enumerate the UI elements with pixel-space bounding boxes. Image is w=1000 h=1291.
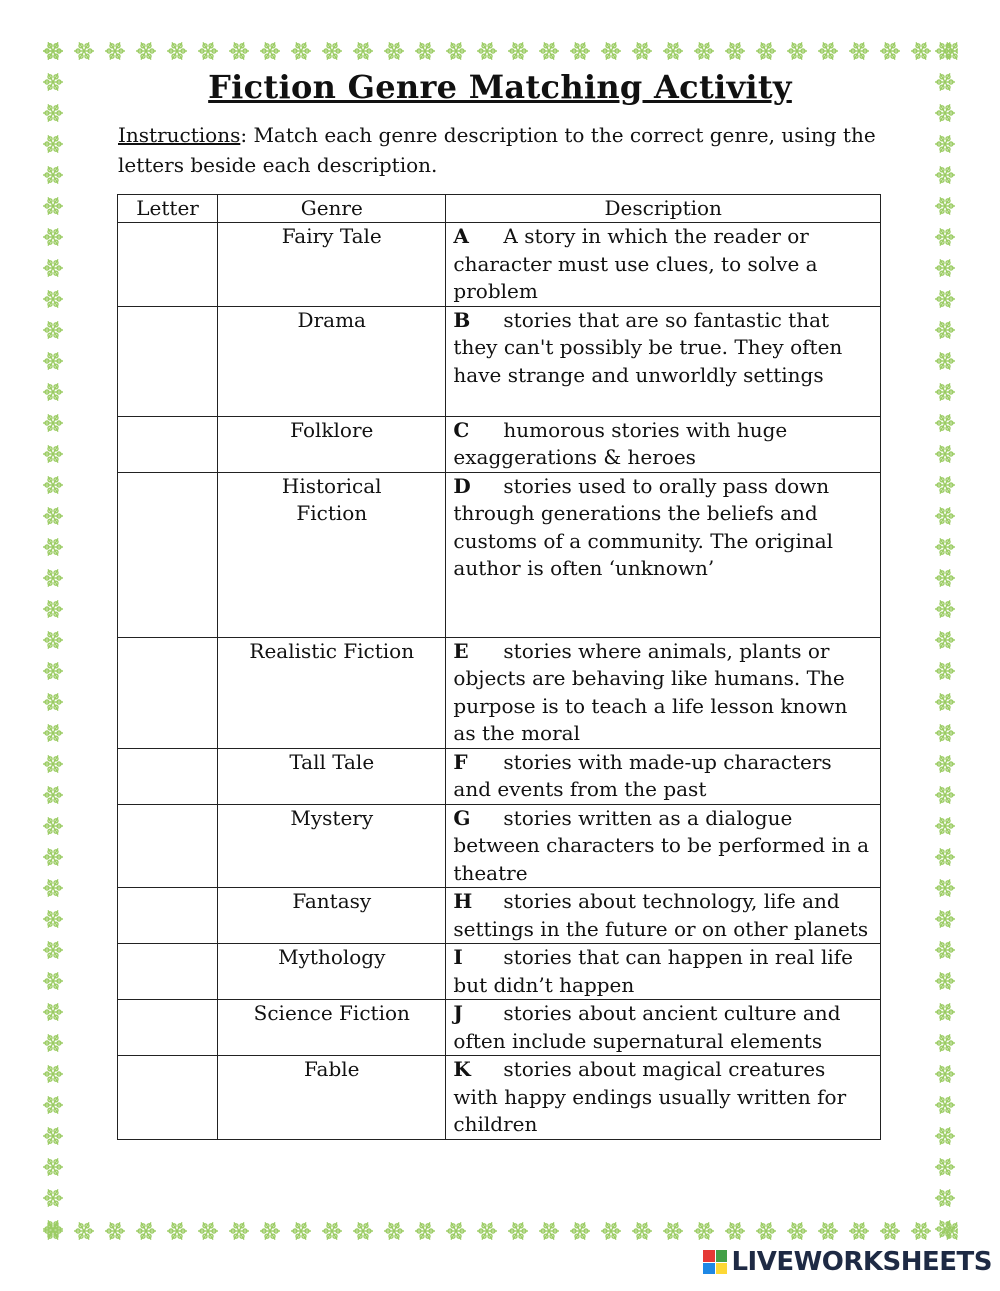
description-letter: K	[453, 1057, 471, 1081]
snowflake-icon	[663, 1222, 683, 1239]
snowflake-icon	[43, 414, 63, 431]
snowflake-icon	[663, 42, 683, 59]
description-text: stories about magical creatures with happy endings usually written for children	[453, 1057, 847, 1136]
snowflake-icon	[508, 42, 528, 59]
description-cell	[446, 888, 881, 944]
snowflake-icon	[198, 42, 218, 59]
letter-answer-cell[interactable]	[118, 888, 218, 944]
snowflake-icon	[911, 1222, 931, 1239]
snowflake-icon	[43, 1158, 63, 1175]
table-row	[118, 804, 881, 888]
snowflake-icon	[601, 1222, 621, 1239]
snowflake-icon	[539, 1222, 559, 1239]
genre-cell: Drama	[218, 306, 446, 416]
genre-cell: Mythology	[218, 944, 446, 1000]
snowflake-icon	[43, 786, 63, 803]
snowflake-icon	[198, 1222, 218, 1239]
snowflake-icon	[384, 42, 404, 59]
snowflake-icon	[818, 42, 838, 59]
snowflake-icon	[935, 786, 955, 803]
snowflake-icon	[43, 383, 63, 400]
letter-answer-cell[interactable]	[118, 416, 218, 472]
snowflake-icon	[935, 166, 955, 183]
snowflake-icon	[43, 941, 63, 958]
snowflake-icon	[43, 445, 63, 462]
snowflake-icon	[322, 1222, 342, 1239]
snowflake-icon	[43, 290, 63, 307]
snowflake-icon	[43, 42, 63, 59]
description-cell	[446, 416, 881, 472]
snowflake-icon	[935, 538, 955, 555]
snowflake-icon	[43, 1127, 63, 1144]
snowflake-icon	[849, 42, 869, 59]
description-cell	[446, 223, 881, 307]
snowflake-icon	[935, 135, 955, 152]
letter-answer-cell[interactable]	[118, 472, 218, 637]
header-letter: Letter	[118, 195, 218, 223]
snowflake-icon	[935, 910, 955, 927]
snowflake-icon	[446, 1222, 466, 1239]
snowflake-icon	[787, 42, 807, 59]
snowflake-icon	[935, 879, 955, 896]
description-text: stories about technology, life and settings in the future or on other planets	[453, 889, 869, 941]
snowflake-icon	[43, 259, 63, 276]
snowflake-icon	[43, 1189, 63, 1206]
snowflake-icon	[43, 724, 63, 741]
genre-cell: Fairy Tale	[218, 223, 446, 307]
snowflake-icon	[725, 42, 745, 59]
letter-answer-cell[interactable]	[118, 748, 218, 804]
instructions-text: : Match each genre description to the correct genre, using the letters beside each description.	[118, 123, 876, 177]
snowflake-icon	[818, 1222, 838, 1239]
matching-table	[117, 194, 881, 1140]
decorative-border-bottom	[40, 1218, 958, 1244]
snowflake-icon	[632, 1222, 652, 1239]
snowflake-icon	[935, 42, 955, 59]
snowflake-icon	[935, 1003, 955, 1020]
instructions-label: Instructions	[118, 123, 241, 147]
snowflake-icon	[43, 1003, 63, 1020]
letter-answer-cell[interactable]	[118, 637, 218, 748]
description-cell	[446, 1000, 881, 1056]
snowflake-icon	[105, 42, 125, 59]
genre-cell: Mystery	[218, 804, 446, 888]
description-letter: H	[453, 889, 473, 913]
table-row	[118, 888, 881, 944]
snowflake-icon	[935, 1096, 955, 1113]
table-row	[118, 416, 881, 472]
header-description: Description	[446, 195, 881, 223]
snowflake-icon	[43, 631, 63, 648]
snowflake-icon	[260, 42, 280, 59]
genre-cell: Historical Fiction	[218, 472, 446, 637]
snowflake-icon	[74, 42, 94, 59]
decorative-border-top	[40, 38, 958, 64]
snowflake-icon	[935, 104, 955, 121]
snowflake-icon	[935, 755, 955, 772]
snowflake-icon	[43, 321, 63, 338]
snowflake-icon	[43, 600, 63, 617]
snowflake-icon	[43, 166, 63, 183]
snowflake-icon	[508, 1222, 528, 1239]
page-title: Fiction Genre Matching Activity	[208, 68, 792, 106]
snowflake-icon	[43, 538, 63, 555]
description-letter: F	[453, 749, 468, 774]
snowflake-icon	[787, 1222, 807, 1239]
snowflake-icon	[43, 476, 63, 493]
snowflake-icon	[935, 352, 955, 369]
snowflake-icon	[43, 662, 63, 679]
snowflake-icon	[935, 693, 955, 710]
letter-answer-cell[interactable]	[118, 1000, 218, 1056]
description-cell	[446, 472, 881, 637]
snowflake-icon	[43, 693, 63, 710]
letter-answer-cell[interactable]	[118, 944, 218, 1000]
table-row	[118, 223, 881, 307]
snowflake-icon	[935, 228, 955, 245]
snowflake-icon	[935, 1220, 955, 1237]
snowflake-icon	[43, 135, 63, 152]
snowflake-icon	[935, 724, 955, 741]
snowflake-icon	[260, 1222, 280, 1239]
snowflake-icon	[43, 1096, 63, 1113]
description-cell	[446, 306, 881, 416]
snowflake-icon	[477, 42, 497, 59]
logo-text: LIVEWORKSHEETS	[731, 1247, 992, 1277]
instructions	[118, 120, 878, 180]
snowflake-icon	[935, 321, 955, 338]
description-letter: B	[453, 307, 471, 332]
genre-cell: Fable	[218, 1056, 446, 1140]
snowflake-icon	[74, 1222, 94, 1239]
snowflake-icon	[935, 817, 955, 834]
snowflake-icon	[43, 228, 63, 245]
description-letter: C	[453, 417, 470, 442]
letter-answer-cell[interactable]	[118, 306, 218, 416]
table-row	[118, 637, 881, 748]
snowflake-icon	[43, 104, 63, 121]
description-letter: D	[453, 473, 471, 498]
snowflake-icon	[935, 383, 955, 400]
description-cell	[446, 748, 881, 804]
snowflake-icon	[935, 414, 955, 431]
snowflake-icon	[601, 42, 621, 59]
liveworksheets-logo	[703, 1247, 992, 1277]
genre-cell: Fantasy	[218, 888, 446, 944]
genre-cell: Science Fiction	[218, 1000, 446, 1056]
snowflake-icon	[322, 42, 342, 59]
snowflake-icon	[935, 290, 955, 307]
table-row	[118, 1056, 881, 1140]
description-text: humorous stories with huge exaggerations & heroes	[453, 417, 788, 469]
table-row	[118, 748, 881, 804]
snowflake-icon	[291, 1222, 311, 1239]
snowflake-icon	[935, 941, 955, 958]
snowflake-icon	[43, 507, 63, 524]
snowflake-icon	[935, 662, 955, 679]
snowflake-icon	[136, 42, 156, 59]
snowflake-icon	[477, 1222, 497, 1239]
snowflake-icon	[935, 1189, 955, 1206]
snowflake-icon	[935, 848, 955, 865]
description-cell	[446, 637, 881, 748]
snowflake-icon	[756, 42, 776, 59]
snowflake-icon	[935, 259, 955, 276]
description-letter: E	[453, 638, 469, 663]
snowflake-icon	[570, 42, 590, 59]
snowflake-icon	[229, 1222, 249, 1239]
snowflake-icon	[43, 1220, 63, 1237]
snowflake-icon	[935, 569, 955, 586]
snowflake-icon	[694, 42, 714, 59]
snowflake-icon	[43, 910, 63, 927]
snowflake-icon	[43, 817, 63, 834]
snowflake-icon	[935, 1127, 955, 1144]
snowflake-icon	[353, 42, 373, 59]
snowflake-icon	[935, 1034, 955, 1051]
snowflake-icon	[43, 352, 63, 369]
snowflake-icon	[136, 1222, 156, 1239]
snowflake-icon	[384, 1222, 404, 1239]
snowflake-icon	[167, 42, 187, 59]
snowflake-icon	[849, 1222, 869, 1239]
description-letter: G	[453, 805, 471, 830]
table-row	[118, 944, 881, 1000]
snowflake-icon	[353, 1222, 373, 1239]
snowflake-icon	[935, 972, 955, 989]
snowflake-icon	[415, 42, 435, 59]
snowflake-icon	[446, 42, 466, 59]
table-row	[118, 306, 881, 416]
description-letter: I	[453, 945, 463, 969]
genre-cell: Folklore	[218, 416, 446, 472]
snowflake-icon	[935, 197, 955, 214]
snowflake-icon	[43, 755, 63, 772]
snowflake-icon	[105, 1222, 125, 1239]
description-cell	[446, 1056, 881, 1140]
snowflake-icon	[43, 1034, 63, 1051]
description-text: stories where animals, plants or objects are behaving like humans. The purpose is to teach a life lesson known as the moral	[453, 638, 848, 745]
snowflake-icon	[229, 42, 249, 59]
snowflake-icon	[935, 445, 955, 462]
snowflake-icon	[539, 42, 559, 59]
description-letter: J	[453, 1001, 463, 1025]
description-text: A story in which the reader or character must use clues, to solve a problem	[453, 224, 818, 303]
snowflake-icon	[935, 476, 955, 493]
description-text: stories written as a dialogue between characters to be performed in a theatre	[453, 805, 870, 885]
description-text: stories that can happen in real life but didn’t happen	[453, 945, 854, 997]
description-cell	[446, 944, 881, 1000]
snowflake-icon	[756, 1222, 776, 1239]
snowflake-icon	[43, 848, 63, 865]
genre-cell: Tall Tale	[218, 748, 446, 804]
description-text: stories used to orally pass down through generations the beliefs and customs of a community. The original author is often ‘unknown’	[453, 473, 834, 580]
genre-cell: Realistic Fiction	[218, 637, 446, 748]
snowflake-icon	[43, 569, 63, 586]
snowflake-icon	[935, 1158, 955, 1175]
snowflake-icon	[725, 1222, 745, 1239]
description-text: stories that are so fantastic that they can't possibly be true. They often have strange and unworldly settings	[453, 307, 843, 387]
snowflake-icon	[291, 42, 311, 59]
snowflake-icon	[935, 1065, 955, 1082]
table-row	[118, 1000, 881, 1056]
decorative-border-right	[932, 38, 958, 1244]
snowflake-icon	[415, 1222, 435, 1239]
table-header-row	[118, 195, 881, 223]
snowflake-icon	[43, 197, 63, 214]
header-genre: Genre	[218, 195, 446, 223]
snowflake-icon	[167, 1222, 187, 1239]
snowflake-icon	[632, 42, 652, 59]
table-row	[118, 472, 881, 637]
description-cell	[446, 804, 881, 888]
letter-answer-cell[interactable]	[118, 1056, 218, 1140]
description-text: stories about ancient culture and often include supernatural elements	[453, 1001, 841, 1053]
snowflake-icon	[935, 507, 955, 524]
snowflake-icon	[911, 42, 931, 59]
snowflake-icon	[880, 42, 900, 59]
snowflake-icon	[694, 1222, 714, 1239]
snowflake-icon	[43, 1065, 63, 1082]
snowflake-icon	[43, 972, 63, 989]
letter-answer-cell[interactable]	[118, 223, 218, 307]
decorative-border-left	[40, 38, 66, 1244]
logo-icon	[703, 1250, 727, 1274]
snowflake-icon	[570, 1222, 590, 1239]
letter-answer-cell[interactable]	[118, 804, 218, 888]
snowflake-icon	[880, 1222, 900, 1239]
snowflake-icon	[43, 879, 63, 896]
snowflake-icon	[935, 631, 955, 648]
snowflake-icon	[935, 600, 955, 617]
description-letter: A	[453, 224, 469, 248]
description-text: stories with made-up characters and events from the past	[453, 749, 832, 801]
